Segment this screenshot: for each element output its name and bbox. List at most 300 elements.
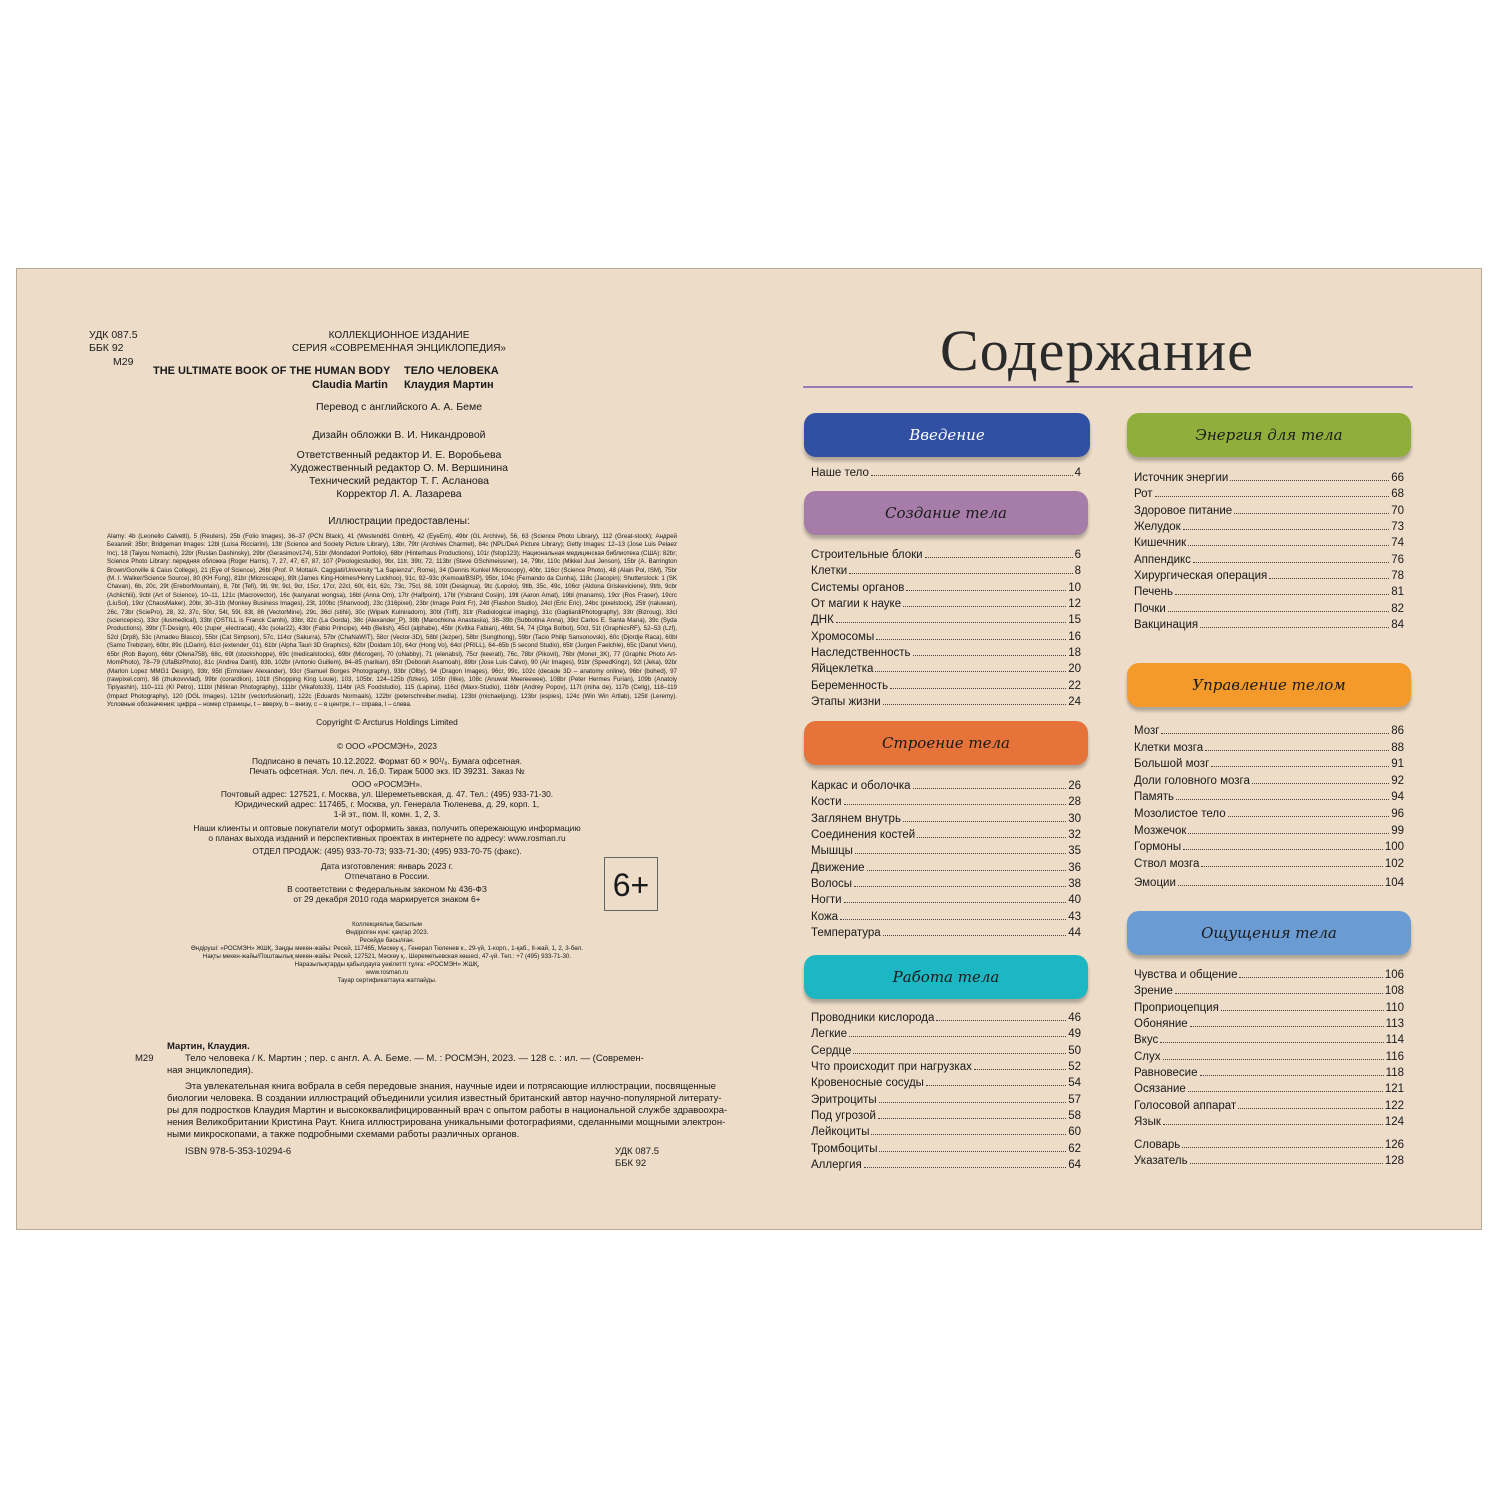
dot-leader — [903, 605, 1066, 607]
toc-entry[interactable] — [811, 1109, 1081, 1124]
catalog-code: М29 — [135, 1053, 154, 1064]
toc-entry-title: Волосы — [811, 878, 853, 891]
publisher-name: ООО «РОСМЭН». — [351, 779, 423, 789]
dot-leader — [1188, 832, 1389, 834]
imprint-page — [17, 269, 757, 1229]
toc-entry[interactable] — [811, 1158, 1081, 1173]
toc-entry[interactable] — [811, 466, 1081, 481]
toc-entry[interactable] — [1134, 774, 1404, 789]
toc-entry-page: 78 — [1391, 570, 1404, 583]
toc-entry[interactable] — [811, 679, 1081, 694]
dot-leader — [1178, 884, 1383, 886]
toc-entry-title: Беременность — [811, 679, 889, 692]
toc-entry-page: 102 — [1384, 857, 1404, 870]
toc-entry-page: 36 — [1068, 861, 1081, 874]
toc-entry-page: 121 — [1384, 1083, 1404, 1096]
toc-entry[interactable] — [811, 1027, 1081, 1042]
toc-entry-page: 113 — [1385, 1018, 1404, 1031]
title-en: THE ULTIMATE BOOK OF THE HUMAN BODY — [153, 365, 391, 377]
toc-entry-page: 92 — [1391, 774, 1404, 787]
clients-info-2: о планах выхода изданий и перспективных проектах в интернете по адресу: www.rosman.ru — [208, 833, 566, 843]
print-info: Печать офсетная. Усл. печ. л. 16,0. Тираж 5000 экз. ID 39231. Заказ № — [249, 766, 525, 776]
isbn: ISBN 978-5-353-10294-6 — [185, 1146, 292, 1157]
toc-entry-title: Ногти — [811, 894, 842, 907]
toc-entry-title: Желудок — [1134, 521, 1181, 534]
toc-entry-page: 6 — [1074, 549, 1081, 561]
toc-entry-title: Осязание — [1134, 1083, 1186, 1096]
dot-leader — [1183, 528, 1389, 530]
author-mark: М29 — [113, 356, 134, 368]
catalog-description: Тело человека / К. Мартин ; пер. с англ. А. А. Беме. — М. : РОСМЭН, 2023. — 128 с. : ил. — (Современ- — [185, 1053, 644, 1064]
toc-entry[interactable] — [811, 877, 1081, 892]
toc-entry[interactable] — [1134, 984, 1404, 999]
toc-entry-page: 64 — [1068, 1159, 1081, 1172]
toc-entry-page: 43 — [1068, 910, 1081, 923]
toc-entry-title: Кости — [811, 796, 842, 809]
toc-entry-page: 20 — [1068, 663, 1081, 676]
toc-entry-title: Кишечник — [1134, 537, 1187, 550]
edition-label: КОЛЛЕКЦИОННОЕ ИЗДАНИЕ — [328, 330, 470, 341]
dot-leader — [890, 687, 1066, 689]
toc-entry[interactable] — [1134, 757, 1404, 772]
toc-entry-title: Тромбоциты — [811, 1142, 878, 1155]
toc-entry[interactable] — [1134, 824, 1404, 839]
toc-entry-title: Проприоцепция — [1134, 1001, 1219, 1014]
toc-entry-page: 8 — [1074, 565, 1081, 578]
toc-entry[interactable] — [811, 1060, 1081, 1075]
toc-entry-page: 15 — [1068, 614, 1081, 627]
toc-entry-page: 84 — [1391, 619, 1404, 632]
toc-entry-title: Наследственность — [811, 647, 911, 660]
abstract-line-5: ными микроскопами, а также подробными схемами работы различных органов. — [167, 1129, 520, 1140]
toc-entry-title: Обоняние — [1134, 1018, 1188, 1031]
toc-entry[interactable] — [1134, 1033, 1404, 1048]
sales-dept: ОТДЕЛ ПРОДАЖ: (495) 933-70-73; 933-71-30; (495) 933-70-75 (факс). — [252, 846, 522, 856]
toc-entry-title: Вкус — [1134, 1034, 1159, 1047]
toc-entry-page: 122 — [1384, 1099, 1404, 1112]
toc-entry-page: 50 — [1068, 1044, 1081, 1057]
toc-entry-page: 116 — [1385, 1050, 1404, 1063]
dot-leader — [1200, 626, 1389, 628]
toc-entry-page: 118 — [1385, 1067, 1404, 1080]
toc-entry-page: 73 — [1391, 521, 1404, 534]
toc-entry[interactable] — [1134, 741, 1404, 756]
dot-leader — [879, 1101, 1067, 1103]
toc-entry[interactable] — [1134, 1017, 1404, 1032]
toc-entry[interactable] — [811, 893, 1081, 908]
dot-leader — [903, 820, 1066, 822]
toc-entry[interactable] — [811, 910, 1081, 925]
toc-entry[interactable] — [811, 630, 1081, 645]
abstract-line-2: биологии человека. В создании иллюстраций объединили усилия известный британский автор научно-популярной литерату- — [167, 1093, 722, 1104]
toc-entry-title: Этапы жизни — [811, 696, 881, 709]
toc-entry-title: Рот — [1134, 488, 1153, 501]
dot-leader — [871, 474, 1073, 476]
toc-entry[interactable] — [1134, 471, 1404, 486]
toc-entry[interactable] — [811, 548, 1081, 563]
section-banner[interactable]: Создание тела — [804, 491, 1088, 535]
toc-entry-page: 54 — [1068, 1077, 1081, 1090]
dot-leader — [1230, 479, 1389, 481]
dot-leader — [974, 1068, 1066, 1070]
dot-leader — [925, 556, 1073, 558]
toc-entry-title: Строительные блоки — [811, 549, 923, 561]
toc-entry-title: Голосовой аппарат — [1134, 1099, 1237, 1112]
dot-leader — [855, 852, 1066, 854]
toc-entry[interactable] — [811, 613, 1081, 628]
dot-leader — [1190, 1025, 1384, 1027]
toc-entry-page: 94 — [1391, 791, 1404, 804]
signed-to-print: Подписано в печать 10.12.2022. Формат 60 × 90¹/₈. Бумага офсетная. — [252, 756, 522, 766]
dot-leader — [849, 572, 1072, 574]
dot-leader — [1190, 1162, 1383, 1164]
toc-entry-title: Заглянем внутрь — [811, 812, 901, 825]
bbk-code-footer: ББК 92 — [615, 1158, 647, 1169]
toc-entry-title: Печень — [1134, 586, 1174, 599]
toc-entry-page: 52 — [1068, 1061, 1081, 1074]
dot-leader — [1221, 1009, 1384, 1011]
law-notice-2: от 29 декабря 2010 года маркируется знаком 6+ — [293, 894, 481, 904]
toc-entry-page: 38 — [1068, 878, 1081, 891]
dot-leader — [1269, 577, 1389, 579]
toc-entry[interactable] — [1134, 1138, 1404, 1153]
toc-entry-page: 68 — [1391, 488, 1404, 501]
toc-entry[interactable] — [1134, 1066, 1404, 1081]
dot-leader — [844, 901, 1067, 903]
toc-entry-page: 99 — [1391, 824, 1404, 837]
dot-leader — [906, 589, 1066, 591]
toc-entry[interactable] — [1134, 618, 1404, 633]
toc-entry-title: Указатель — [1134, 1154, 1188, 1167]
toc-entry-page: 62 — [1068, 1142, 1081, 1155]
toc-entry[interactable] — [1134, 790, 1404, 805]
catalog-description-2: ная энциклопедия). — [167, 1065, 254, 1076]
dot-leader — [936, 1019, 1066, 1021]
toc-entry[interactable] — [811, 597, 1081, 612]
toc-entry-page: 86 — [1391, 725, 1404, 737]
age-rating-badge: 6+ — [604, 857, 658, 911]
toc-entry-title: Под угрозой — [811, 1110, 876, 1123]
toc-entry[interactable] — [811, 1044, 1081, 1059]
toc-entry[interactable] — [1134, 724, 1404, 739]
toc-entry-title: Кожа — [811, 910, 839, 923]
toc-entry[interactable] — [811, 564, 1081, 579]
toc-entry-title: Мозжечок — [1134, 824, 1187, 837]
toc-entry[interactable] — [1134, 876, 1404, 891]
toc-entry-page: 88 — [1391, 741, 1404, 754]
toc-entry[interactable] — [1134, 536, 1404, 551]
toc-entry[interactable] — [1134, 1001, 1404, 1016]
toc-entry[interactable] — [1134, 1099, 1404, 1114]
toc-entry[interactable] — [811, 662, 1081, 677]
abstract-line-1: Эта увлекательная книга вобрала в себя передовые знания, научные идеи и потрясающие иллюстрации, посвященные — [185, 1081, 716, 1092]
toc-entry[interactable] — [811, 861, 1081, 876]
legal-address: Юридический адрес: 117465, г. Москва, ул. Генерала Тюленева, д. 29, корп. 1, — [234, 799, 540, 809]
postal-address: Почтовый адрес: 127521, г. Москва, ул. Шереметьевская, д. 47. Тел.: (495) 933-71-30. — [220, 789, 554, 799]
dot-leader — [1155, 495, 1390, 497]
toc-entry-page: 106 — [1384, 969, 1404, 981]
toc-entry[interactable] — [1134, 968, 1404, 983]
toc-entry-page: 12 — [1068, 598, 1081, 611]
toc-entry-page: 35 — [1068, 845, 1081, 858]
toc-entry-title: Мышцы — [811, 845, 853, 858]
toc-entry-title: Системы органов — [811, 581, 905, 594]
dot-leader — [1211, 765, 1389, 767]
section-banner[interactable]: Работа тела — [804, 955, 1088, 999]
toc-entry-page: 46 — [1068, 1012, 1081, 1024]
toc-entry-page: 26 — [1068, 780, 1081, 792]
toc-entry-page: 104 — [1384, 877, 1404, 890]
dot-leader — [867, 869, 1067, 871]
toc-page — [757, 269, 1481, 1229]
dot-leader — [849, 1035, 1066, 1037]
toc-entry-title: Вакцинация — [1134, 619, 1199, 632]
toc-entry[interactable] — [811, 1093, 1081, 1108]
toc-entry[interactable] — [1134, 1082, 1404, 1097]
toc-entry-title: Сердце — [811, 1044, 852, 1057]
toc-entry-page: 100 — [1384, 841, 1404, 854]
dot-leader — [883, 934, 1067, 936]
toc-entry[interactable] — [1134, 504, 1404, 519]
toc-entry-page: 58 — [1068, 1110, 1081, 1123]
dot-leader — [879, 1150, 1066, 1152]
toc-entry-title: Соединения костей — [811, 829, 916, 842]
dot-leader — [844, 803, 1067, 805]
kz-line-5: Нақты мекен-жайы/Поштаылық мекен-жайы: Ресей, 127521, Мәскеу қ., Шереметьевская көшесі, 47-үй. Тел.: +7 (495) 933-71-30. — [202, 953, 572, 960]
dot-leader — [1183, 848, 1383, 850]
toc-entry-page: 40 — [1068, 894, 1081, 907]
abstract-line-4: нения Великобритании Кристина Раут. Книга иллюстрирована уникальными фотографиями, сделанными мощными электрон- — [167, 1117, 726, 1128]
toc-entry-page: 124 — [1384, 1116, 1404, 1129]
dot-leader — [840, 918, 1066, 920]
toc-entry[interactable] — [1134, 857, 1404, 872]
section-banner[interactable]: Строение тела — [804, 721, 1088, 765]
toc-entry-title: Равновесие — [1134, 1067, 1198, 1080]
toc-entry-title: Доли головного мозга — [1134, 774, 1250, 787]
toc-entry[interactable] — [1134, 1154, 1404, 1169]
toc-entry[interactable] — [1134, 807, 1404, 822]
toc-entry[interactable] — [811, 695, 1081, 710]
toc-entry-title: Яйцеклетка — [811, 663, 874, 676]
toc-entry-title: Хромосомы — [811, 630, 875, 643]
toc-entry-page: 28 — [1068, 796, 1081, 809]
toc-entry-title: Гормоны — [1134, 841, 1182, 854]
dot-leader — [913, 787, 1067, 789]
toc-entry-title: Аппендикс — [1134, 553, 1191, 566]
toc-entry-title: Наше тело — [811, 467, 869, 479]
toc-entry-page: 18 — [1068, 647, 1081, 660]
toc-entry[interactable] — [1134, 520, 1404, 535]
toc-entry[interactable] — [811, 779, 1081, 794]
series-label: СЕРИЯ «СОВРЕМЕННАЯ ЭНЦИКЛОПЕДИЯ» — [292, 343, 506, 354]
toc-entry-title: Клетки мозга — [1134, 741, 1204, 754]
image-credits: Alamy: 4b (Leonello Calvetti), 5 (Reuters), 25b (Folio Images), 36–37 (PCN Black), 41 (Westend61 GmbH), 42 (EyeEm), 49br (GL Archive), 56, 63 (Science Photo Library), 112 (Great-stock); Андрей Безалий: 35br; Bridgeman Images: 12bl (Luisa Ricciarini), 13tr (Science and Society Picture Library), 13br, 79tr (Archives Charmet), 84c (NPL/DeA Picture Library); Getty Images: 12–13 (Jose Luis Pelaez Inc), 18 (Taiyou Nomachi), 22br (Ruslan Dashinsky), 29br (Gerasimov174), 51br (Mondadori Portfolio), 68br (Hinterhaus Productions), 101r (fstop123); Национальная медицинская библиотека (США): 82br; Science Photo Library: передняя обложка (Roger Harris), 7, 27, 47, 67, 87, 107 (Pixologicstudio), 9br, 11tr, 39tr, 72, 113br (Steve GSchmeissner), 14, 79br, 110c (Mikkel Juul Jenson), 15br (A. Barrington Brown/Gonville & Caius College), 21 (Eye of Science), 26bl (Prof. P. Motta/A. Caggiati/University "La Sapienza", Rome), 34 (Dennis Kunkel Microscopy), 40br, 116cr (Science Photo), 48 (Alain Pol, ISM), 75br (M. I. Walker/Science Source), 80 (KH Fung), 81br (Microscape), 89t (James King-Holmes/Henry Luckhoo), 91c, 92–93c (Kemoal/BSIP), 95br, 104c (Fernando da Cunha), 118c (Jacopin); Shutterstock: 1 (SK Chavan), 6b, 20c, 29t (EreborMountain), 8, 7bt (Tefi), 9tl, 9tr, 9cl, 9cr, 15cr, 17cr, 22cl, 60t, 61t, 62c, 73c, 75cl, 88, 109t (Designua), 9tc (Lopolo), 9tlb, 35c, 49c, 106cr (Aldona Griskeviciene), 9trb, 9cbr (Achiichiii), 9cbl (Art of Science), 10–11, 121c (Macrovector), 16c (kanyanat wongsa), 16bl (Anna Om), 17tr (Halfpoint), 17bl (Ysbrand Cosijn), 19tl (Aaron Amat), 19bl (manams), 19cr (Ros Fraser), 19crc (LiuSol), 19cr (ChaosMaker), 20br, 30–31b (Monkey Business Images), 23t, 100bc (Shanvood), 23c (316pixel), 23br (Image Point Fr), 24tl (Flashon Studio), 24cl (Eric Eric), 24bc (pixelstock), 25tr (naluwan), 26c, 73br (SciePro), 28, 32, 37c, 50cr, 54t, 59l, 83t, 86 (VectorMine), 29c, 36cl (stihii), 30c (Wipark Kulniradorn), 30bl (Triff), 31tr (Radiological imaging), 31c (GagliardiPhotography), 33tr (Bizroug), 33cl (sciencepics), 33cr (ilusmedical), 33bl (OSTILL is Franck Camhi), 33br, 82c (La Gorda), 38c (Alexander_P), 38b (Marochkina Anastasiia), 38–39b (Subbotina Anna), 39cl Carlos E. Santa Maria), 39c (Syda Productions), 39br (T-Design), 40c (zuper_electracat), 43c (solar22), 43br (Fabio Principe), 44b (Belish), 45cl (alphabe), 45br (Kvitka Fabian), 46bt, 54, 74 (Olga Bolbot), 50cl, 51t (GraphicsRF), 52–53 (Lzf), 52cl (Drp8), 53c (Amadeu Blasco), 55br (Cat Simpson), 57c, 114cr (Sakurra), 57br (ChaNaWIT), 58cr (Vector-3D), 58bl (Jezper), 58br (Sungthong), 59br (Tacio Philip Sansonovski), 60c (Djordje Raca), 60bl (Samo Trebizan), 60br, 89c (LDarin), 61cl (extender_01), 61br (Alpha Tauri 3D Graphics), 62br (Doidam 10), 64cr (Hong Vo), 64cl (PRILL), 64–65b (5 second Studio), 65tr (Jurgen Faelchle), 65c (Danut Vieru), 65br (Rob Bayon), 66br (Olena758), 68c, 69t (stockshoppe), 69c (medicalstocks), 69br (Microgen), 70 (oNabby), 71 (elenabsl), 75cr (keerati), 76c, 78br (Pikovit), 76br (Monet_3K), 77 (Graphic Photo Art-MomPhoto), 78–79 (UfaBizPhoto), 81c (Andrea Danti), 83b, 102br (Antonio Guillem), 84–85 (narikan), 85tr (Deborah Asamoah), 89br (Jose Luis Calvo), 90 (Air Images), 91br (SpeedKingz), 92l (Jeka), 92br (Marlon Lopez MMG1 Design), 93tr, 95tl (Ermolaev Alexander), 93cr (Samuel Borges Photography), 93br (Olby), 94 (Dragon Images), 96cr, 99c, 102c (decade 3D – anatomy online), 96br (bohed), 97 (rawpixel.com), 98 (zhukovvvlad), 99br (corardlion), 101tl (Shopping King Louie), 103, 105br, 124–125b (fizkes), 105tr (Ilike), 108c (Anuwat Meereewee), 108br (Peter Hermes Furian), 109b (Anatoly Tiplyashin), 110–111 (Kl Petro), 111bl (Nitikran Photography), 111br (Vikafoto33), 114br (AS Foodstudio), 115 (Lapina), 116cl (Maxx-Studio), 116br (Andrey Popov), 117t (miha de), 117b (Celig), 118–119 (Impact Photography), 120 (DGL Images), 121br (vectorfusionart), 122c (Eduards Normaals), 122br (peterschreiber.media), 123bl (michaeljung), 123br (espies), 124c (Win Win Artlab), 125tl (Leremy). Условные обозначения: цифра – номер страницы, t – вверху, b – внизу, c – в центре, r – справа, l – слева. — [107, 533, 677, 709]
toc-entry-page: 82 — [1391, 602, 1404, 615]
toc-entry-page: 74 — [1391, 537, 1404, 550]
udk-code: УДК 087.5 — [89, 329, 138, 341]
kz-line-8: Тауар сертификаттауға жатпайды. — [337, 977, 437, 984]
catalog-author: Мартин, Клаудия. — [167, 1041, 250, 1052]
author-ru: Клаудия Мартин — [404, 379, 494, 391]
toc-entry-title: Движение — [811, 861, 865, 874]
toc-entry-page: 96 — [1391, 808, 1404, 820]
toc-entry[interactable] — [1134, 487, 1404, 502]
copyright: Copyright © Arcturus Holdings Limited — [316, 717, 458, 727]
toc-entry-title: Зрение — [1134, 985, 1173, 998]
toc-entry[interactable] — [811, 795, 1081, 810]
toc-entry[interactable] — [1134, 553, 1404, 568]
toc-entry-title: Эмоции — [1134, 877, 1176, 890]
toc-entry[interactable] — [811, 1011, 1081, 1026]
kz-line-6: Наразылықтарды қабылдауға уәкілетті тұлға: «РОСМЭН» ЖШҚ, — [294, 961, 480, 968]
publisher-copyright: © ООО «РОСМЭН», 2023 — [337, 741, 437, 751]
dot-leader — [1161, 732, 1389, 734]
toc-entry-page: 49 — [1068, 1028, 1081, 1041]
printed-in: Отпечатано в России. — [344, 871, 430, 881]
toc-entry[interactable] — [1134, 1050, 1404, 1065]
toc-entry-title: Температура — [811, 927, 881, 940]
toc-entry[interactable] — [811, 581, 1081, 596]
toc-entry[interactable] — [811, 1125, 1081, 1140]
kz-line-7: www.rosman.ru — [365, 969, 409, 976]
toc-entry[interactable] — [811, 844, 1081, 859]
toc-entry-page: 70 — [1391, 504, 1404, 517]
dot-leader — [926, 1084, 1066, 1086]
toc-entry-page: 91 — [1391, 758, 1404, 771]
dot-leader — [1193, 561, 1389, 563]
toc-entry-page: 57 — [1068, 1093, 1081, 1106]
bbk-code: ББК 92 — [89, 342, 124, 354]
toc-entry-title: Хирургическая операция — [1134, 570, 1268, 583]
toc-entry-page: 44 — [1068, 927, 1081, 940]
book-spread — [16, 268, 1482, 1230]
page-title: Содержание — [940, 318, 1254, 383]
toc-entry-page: 4 — [1074, 467, 1081, 479]
udk-code-footer: УДК 087.5 — [615, 1146, 659, 1157]
toc-entry-page: 114 — [1385, 1034, 1404, 1047]
toc-entry[interactable] — [811, 1142, 1081, 1157]
toc-entry[interactable] — [811, 828, 1081, 843]
toc-entry-page: 66 — [1391, 472, 1404, 484]
toc-entry-page: 126 — [1384, 1138, 1404, 1151]
illustrations-header: Иллюстрации предоставлены: — [328, 516, 470, 527]
toc-entry[interactable] — [1134, 1115, 1404, 1130]
section-banner[interactable]: Введение — [804, 413, 1090, 457]
dot-leader — [1201, 865, 1382, 867]
dot-leader — [1188, 1090, 1383, 1092]
dot-leader — [878, 1117, 1066, 1119]
toc-entry-page: 108 — [1384, 985, 1404, 998]
toc-entry-title: Аллергия — [811, 1159, 862, 1172]
toc-entry-title: Лейкоциты — [811, 1126, 870, 1139]
kz-line-3: Ресейде басылған. — [359, 937, 415, 944]
title-divider — [803, 386, 1413, 388]
toc-entry[interactable] — [811, 646, 1081, 661]
dot-leader — [871, 1133, 1066, 1135]
toc-entry-title: Слух — [1134, 1050, 1161, 1063]
toc-entry-title: Большой мозг — [1134, 758, 1210, 771]
dot-leader — [1175, 992, 1383, 994]
dot-leader — [876, 638, 1066, 640]
legal-address-2: 1-й эт., пом. II, комн. 1, 2, 3. — [333, 809, 441, 819]
dot-leader — [1182, 1146, 1383, 1148]
toc-entry[interactable] — [811, 812, 1081, 827]
dot-leader — [1234, 512, 1389, 514]
toc-entry[interactable] — [811, 926, 1081, 941]
dot-leader — [1252, 782, 1389, 784]
art-editor-credit: Художественный редактор О. М. Вершинина — [290, 462, 508, 474]
translation-credit: Перевод с английского А. А. Беме — [315, 401, 483, 413]
dot-leader — [854, 885, 1066, 887]
tech-editor-credit: Технический редактор Т. Г. Асланова — [308, 475, 490, 487]
toc-entry-page: 16 — [1068, 630, 1081, 643]
dot-leader — [1200, 1074, 1384, 1076]
editor-credit: Ответственный редактор И. Е. Воробьева — [296, 449, 502, 461]
dot-leader — [1163, 1123, 1383, 1125]
dot-leader — [853, 1052, 1066, 1054]
toc-entry-page: 128 — [1384, 1154, 1404, 1167]
dot-leader — [875, 670, 1066, 672]
dot-leader — [917, 836, 1066, 838]
toc-entry-page: 32 — [1068, 829, 1081, 842]
toc-entry-title: Ствол мозга — [1134, 857, 1200, 870]
toc-entry-title: Проводники кислорода — [811, 1012, 935, 1024]
dot-leader — [1188, 544, 1389, 546]
section-banner[interactable]: Управление телом — [1127, 663, 1411, 707]
toc-entry[interactable] — [1134, 602, 1404, 617]
dot-leader — [1160, 1041, 1383, 1043]
production-date: Дата изготовления: январь 2023 г. — [320, 861, 454, 871]
dot-leader — [913, 654, 1067, 656]
dot-leader — [1175, 593, 1389, 595]
toc-entry-page: 22 — [1068, 679, 1081, 692]
toc-entry-title: Словарь — [1134, 1138, 1181, 1151]
toc-entry[interactable] — [1134, 840, 1404, 855]
toc-entry-title: Источник энергии — [1134, 472, 1229, 484]
cover-credit: Дизайн обложки В. И. Никандровой — [312, 429, 486, 441]
toc-entry-title: ДНК — [811, 614, 834, 627]
toc-entry[interactable] — [811, 1076, 1081, 1091]
dot-leader — [1163, 1058, 1384, 1060]
toc-entry-title: Легкие — [811, 1028, 847, 1041]
toc-entry-title: Каркас и оболочка — [811, 780, 911, 792]
kz-line-2: Өндірілген күні: қаңтар 2023. — [345, 929, 429, 936]
dot-leader — [1228, 815, 1390, 817]
toc-entry[interactable] — [1134, 569, 1404, 584]
toc-entry-page: 60 — [1068, 1126, 1081, 1139]
toc-entry[interactable] — [1134, 585, 1404, 600]
toc-entry-page: 30 — [1068, 812, 1081, 825]
toc-entry-title: Чувства и общение — [1134, 969, 1238, 981]
dot-leader — [1239, 976, 1382, 978]
kz-line-1: Коллекциялық басылым — [352, 921, 422, 928]
dot-leader — [1176, 798, 1389, 800]
dot-leader — [1205, 749, 1389, 751]
toc-entry-title: Кровеносные сосуды — [811, 1077, 924, 1090]
title-ru: ТЕЛО ЧЕЛОВЕКА — [404, 365, 499, 377]
toc-entry-title: Что происходит при нагрузках — [811, 1061, 972, 1074]
section-banner[interactable]: Ощущения тела — [1127, 911, 1411, 955]
section-banner[interactable]: Энергия для тела — [1127, 413, 1411, 457]
toc-entry-title: Память — [1134, 791, 1175, 804]
dot-leader — [1238, 1107, 1383, 1109]
toc-entry-page: 110 — [1385, 1001, 1404, 1014]
dot-leader — [883, 703, 1067, 705]
clients-info: Наши клиенты и оптовые покупатели могут оформить заказ, получить опережающую информацию — [193, 823, 581, 833]
toc-entry-title: Язык — [1134, 1116, 1161, 1129]
toc-entry-title: Мозг — [1134, 725, 1160, 737]
toc-entry-title: Здоровое питание — [1134, 504, 1233, 517]
